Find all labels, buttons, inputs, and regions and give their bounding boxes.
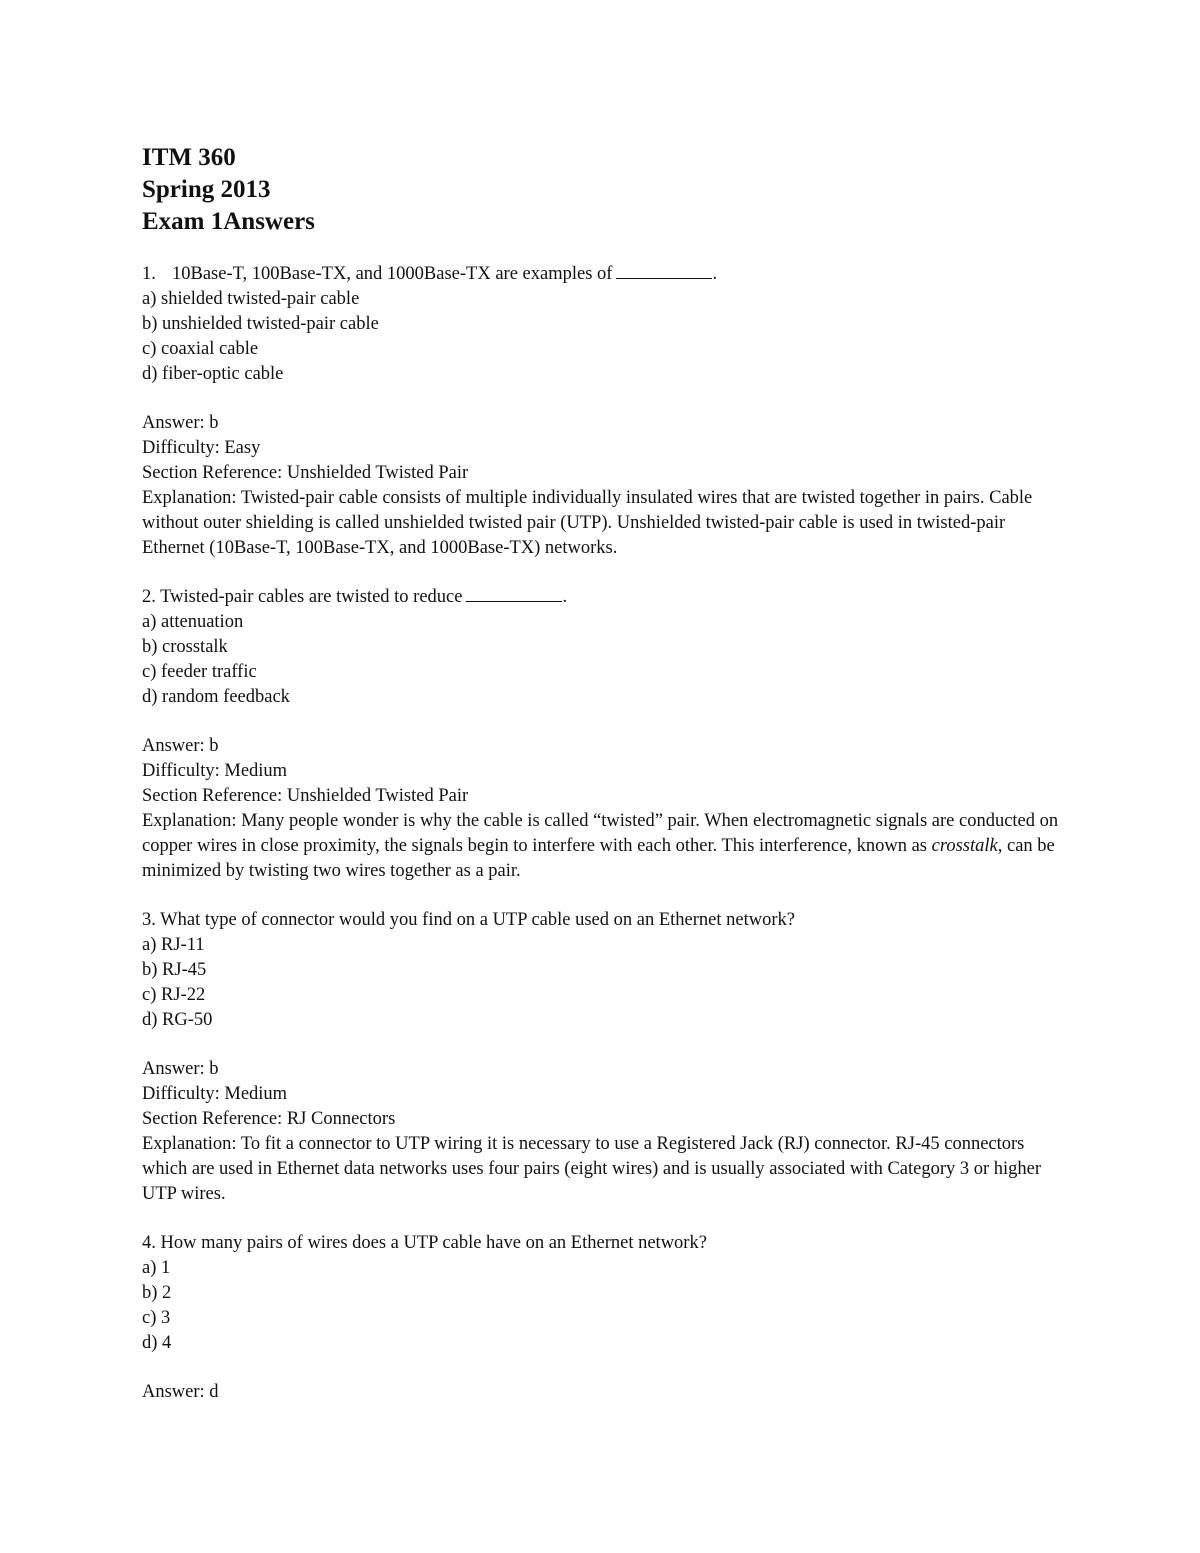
question-2-explanation-start: Explanation: Many people wonder is why the cable is called “twisted” pair. When electromagnetic signals are conducted on copper wires in close proximity, the signals begin to interfere with each other. This interference, known as (142, 811, 1059, 856)
question-2 (142, 585, 1072, 908)
question-2-answer: Answer: b (142, 736, 219, 756)
question-2-option-b: b) crosstalk (142, 637, 228, 657)
question-3-option-b: b) RJ-45 (142, 960, 207, 980)
question-3-text: What type of connector would you find on a UTP cable used on an Ethernet network? (160, 910, 795, 930)
question-2-option-c: c) feeder traffic (142, 662, 257, 682)
question-3-option-c: c) RJ-22 (142, 985, 206, 1005)
question-1-section: Section Reference: Unshielded Twisted Pair (142, 463, 469, 483)
question-3-option-d: d) RG-50 (142, 1010, 213, 1030)
question-1-blank (616, 262, 712, 279)
question-4-stem (142, 1231, 1072, 1256)
question-2-difficulty: Difficulty: Medium (142, 761, 288, 781)
question-3-answer: Answer: b (142, 1059, 219, 1079)
question-2-stem (142, 585, 1072, 610)
question-2-option-a: a) attenuation (142, 612, 244, 632)
question-2-blank (466, 585, 562, 602)
question-1-option-a: a) shielded twisted-pair cable (142, 289, 360, 309)
term-title: Spring 2013 (142, 176, 271, 203)
question-4-option-d: d) 4 (142, 1333, 172, 1353)
question-4-answer: Answer: d (142, 1382, 219, 1402)
question-4-text: How many pairs of wires does a UTP cable have on an Ethernet network? (160, 1233, 707, 1253)
question-4-option-a: a) 1 (142, 1258, 171, 1278)
question-1-text: 10Base-T, 100Base-TX, and 1000Base-TX are examples of (172, 264, 613, 284)
exam-title: Exam 1Answers (142, 208, 315, 235)
question-2-number: 2. (142, 587, 156, 607)
question-1-period: . (712, 264, 718, 284)
title-block (142, 142, 1072, 238)
question-3-stem (142, 908, 1072, 933)
course-title: ITM 360 (142, 144, 236, 171)
question-3-number: 3. (142, 910, 156, 930)
document-content (142, 142, 1072, 1405)
question-3-option-a: a) RJ-11 (142, 935, 205, 955)
question-4 (142, 1231, 1072, 1405)
question-4-number: 4. (142, 1233, 156, 1253)
question-1-option-c: c) coaxial cable (142, 339, 259, 359)
question-2-period: . (562, 587, 568, 607)
question-1-option-b: b) unshielded twisted-pair cable (142, 314, 379, 334)
question-3-section: Section Reference: RJ Connectors (142, 1109, 396, 1129)
question-2-section: Section Reference: Unshielded Twisted Pair (142, 786, 469, 806)
question-4-option-c: c) 3 (142, 1308, 171, 1328)
question-4-option-b: b) 2 (142, 1283, 172, 1303)
question-2-option-d: d) random feedback (142, 687, 290, 707)
question-1-option-d: d) fiber-optic cable (142, 364, 284, 384)
question-1-number: 1. (142, 264, 156, 284)
question-3 (142, 908, 1072, 1231)
question-1-answer: Answer: b (142, 413, 219, 433)
question-3-difficulty: Difficulty: Medium (142, 1084, 288, 1104)
question-1-difficulty: Difficulty: Easy (142, 438, 261, 458)
question-3-explanation: Explanation: To fit a connector to UTP wiring it is necessary to use a Registered Jack (RJ) connector. RJ-45 connectors which are used in Ethernet data networks uses four pairs (eight wires) and is usually associated with Category 3 or higher UTP wires. (142, 1134, 1042, 1204)
question-1 (142, 262, 1072, 585)
question-1-explanation: Explanation: Twisted-pair cable consists of multiple individually insulated wires that are twisted together in pairs. Cable without outer shielding is called unshielded twisted pair (UTP). Unshielded twisted-pair cable is used in twisted-pair Ethernet (10Base-T, 100Base-TX, and 1000Base-TX) networks. (142, 488, 1033, 558)
question-2-explanation (142, 809, 1072, 884)
question-2-explanation-emphasis: crosstalk (931, 836, 998, 856)
question-2-text: Twisted-pair cables are twisted to reduce (160, 587, 463, 607)
question-1-stem (142, 262, 1072, 287)
question-2-explanation-end: , can be minimized by twisting two wires together as a pair. (142, 836, 1055, 881)
